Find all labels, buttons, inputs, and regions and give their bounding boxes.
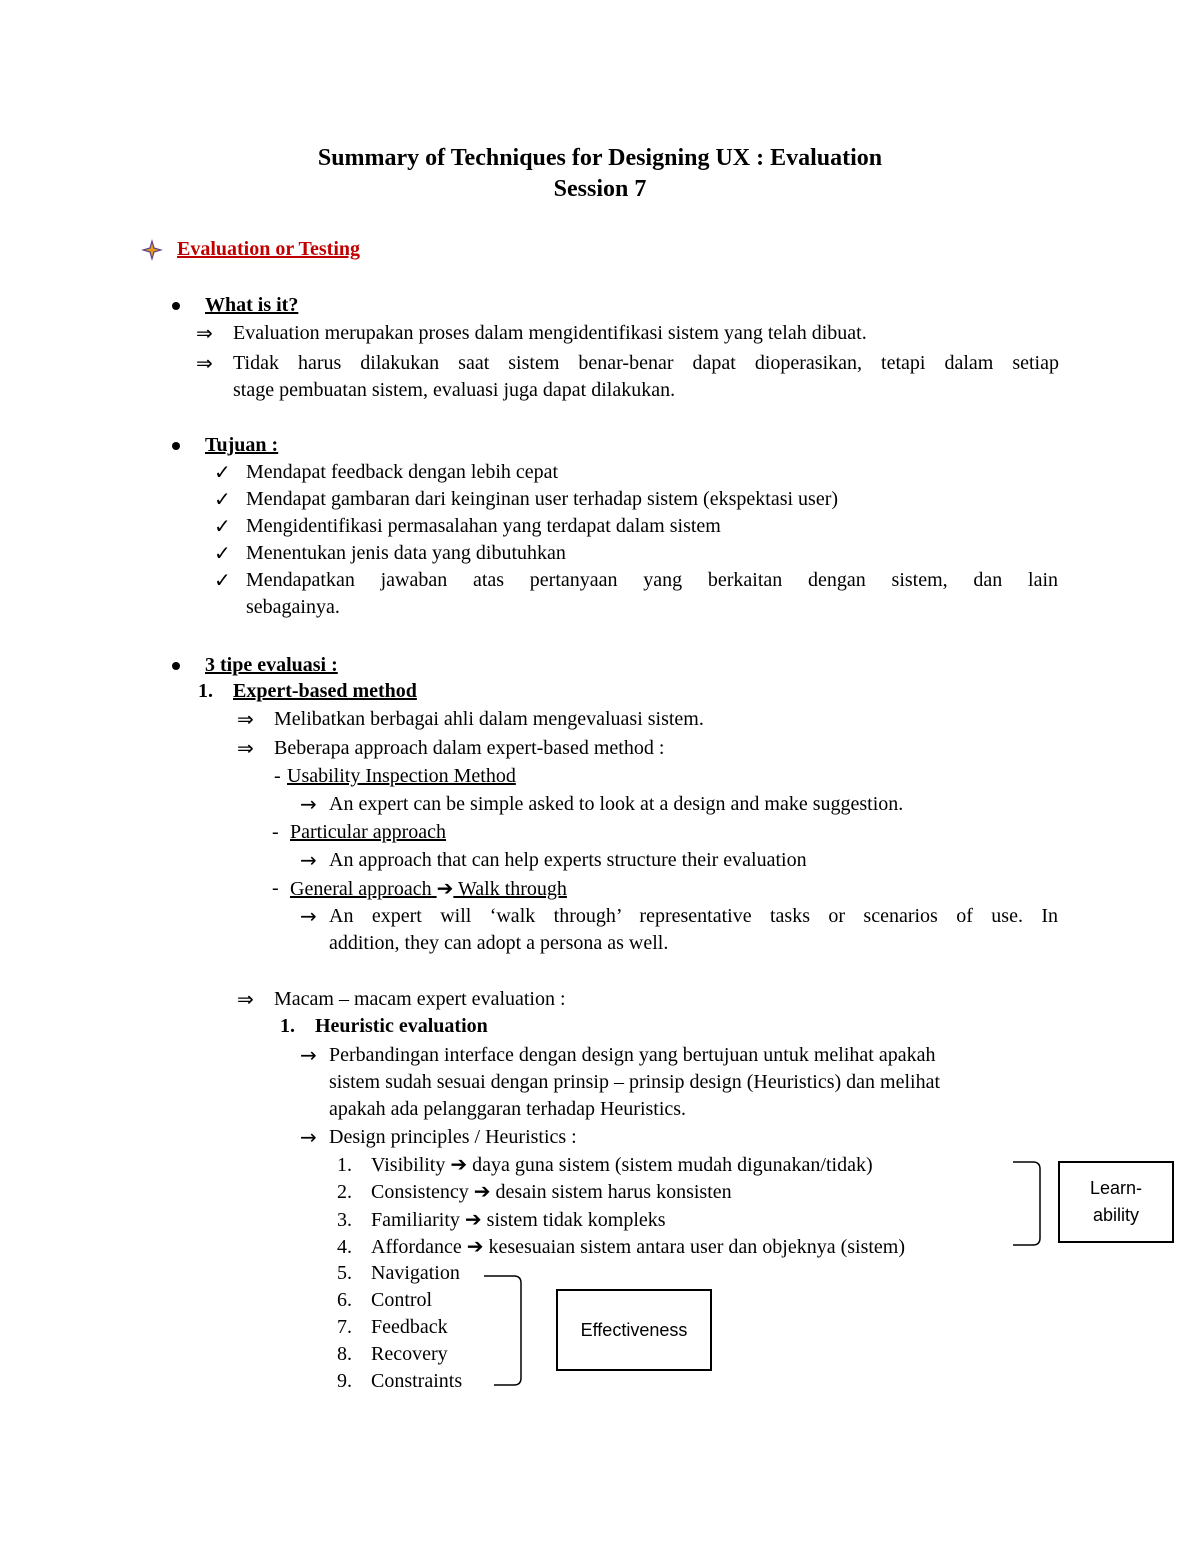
arrow-icon: →: [300, 904, 317, 928]
principle-item: 6. Control: [337, 1289, 433, 1311]
bold-arrow-icon: ➔: [436, 876, 454, 900]
bullet-dot: [172, 662, 180, 670]
expert-heading: Expert-based method: [233, 680, 417, 702]
particular-heading: Particular approach: [290, 821, 447, 843]
check-icon: ✓: [214, 568, 231, 592]
principles-heading: Design principles / Heuristics :: [329, 1126, 577, 1148]
particular-desc: An approach that can help experts structure their evaluation: [329, 849, 807, 871]
arrow-icon: →: [300, 1043, 317, 1067]
bullet-dot: [172, 442, 180, 450]
principle-item: 7. Feedback: [337, 1316, 448, 1338]
usability-desc: An expert can be simple asked to look at a design and make suggestion.: [329, 793, 904, 815]
check-icon: ✓: [214, 487, 231, 511]
effectiveness-box: Effectiveness: [556, 1289, 712, 1371]
bold-arrow-icon: ➔: [466, 1234, 484, 1258]
check-icon: ✓: [214, 541, 231, 565]
principle-item: 1. Visibility ➔ daya guna sistem (sistem mudah digunakan/tidak): [337, 1152, 873, 1176]
tujuan-item: Mendapat feedback dengan lebih cepat: [246, 461, 559, 483]
tujuan-item: Mendapat gambaran dari keinginan user terhadap sistem (ekspektasi user): [246, 488, 839, 510]
tujuan-item: Mendapatkan jawaban atas pertanyaan yang berkaitan dengan sistem, dan lain: [246, 569, 1058, 591]
macam-text: Macam – macam expert evaluation :: [274, 988, 566, 1010]
bold-arrow-icon: ➔: [464, 1207, 482, 1231]
tujuan-item: Menentukan jenis data yang dibutuhkan: [246, 542, 566, 564]
general-desc-a: An expert will ‘walk through’ representative tasks or scenarios of use. In: [329, 905, 1058, 927]
arrow-icon: →: [300, 848, 317, 872]
what-text-1: Evaluation merupakan proses dalam mengidentifikasi sistem yang telah dibuat.: [233, 322, 867, 344]
tujuan-item-cont: sebagainya.: [246, 596, 340, 618]
dash: -: [272, 821, 279, 843]
dash: -: [272, 877, 279, 899]
list-number: 1.: [280, 1015, 295, 1037]
document-title: Summary of Techniques for Designing UX : Evaluation: [317, 145, 883, 171]
document-subtitle: Session 7: [553, 176, 647, 202]
tujuan-heading: Tujuan :: [205, 434, 279, 456]
learnability-box: Learn- ability: [1058, 1161, 1174, 1243]
bold-arrow-icon: ➔: [450, 1152, 468, 1176]
expert-text-1: Melibatkan berbagai ahli dalam mengevaluasi sistem.: [274, 708, 704, 730]
arrow-icon: →: [300, 792, 317, 816]
principle-item: 2. Consistency ➔ desain sistem harus konsisten: [337, 1179, 732, 1203]
section-heading: Evaluation or Testing: [177, 238, 361, 260]
tipe-heading: 3 tipe evaluasi :: [205, 654, 338, 676]
general-desc-b: addition, they can adopt a persona as well.: [329, 932, 669, 954]
check-icon: ✓: [214, 460, 231, 484]
implies-arrow: ⇒: [237, 736, 254, 760]
principle-item: 5. Navigation: [337, 1262, 460, 1284]
what-text-2b: stage pembuatan sistem, evaluasi juga dapat dilakukan.: [233, 379, 676, 401]
principle-item: 3. Familiarity ➔ sistem tidak kompleks: [337, 1207, 666, 1231]
usability-heading: Usability Inspection Method: [287, 765, 516, 787]
bullet-dot: [172, 302, 180, 310]
tujuan-item: Mengidentifikasi permasalahan yang terdapat dalam sistem: [246, 515, 721, 537]
check-icon: ✓: [214, 514, 231, 538]
principle-item: 4. Affordance ➔ kesesuaian sistem antara user dan objeknya (sistem): [337, 1234, 906, 1258]
dash: -: [274, 765, 281, 787]
effectiveness-bracket: [484, 1276, 521, 1385]
what-heading: What is it?: [205, 294, 299, 316]
principle-item: 8. Recovery: [337, 1343, 448, 1365]
list-number: 1.: [198, 680, 213, 702]
bold-arrow-icon: ➔: [473, 1179, 491, 1203]
what-text-2a: Tidak harus dilakukan saat sistem benar-benar dapat dioperasikan, tetapi dalam setiap: [233, 352, 1059, 374]
heuristic-text-b: sistem sudah sesuai dengan prinsip – prinsip design (Heuristics) dan melihat: [329, 1071, 941, 1093]
implies-arrow: ⇒: [237, 707, 254, 731]
implies-arrow: ⇒: [196, 351, 213, 375]
general-heading: General approach ➔ Walk through: [290, 876, 567, 900]
arrow-icon: →: [300, 1125, 317, 1149]
heuristic-text-c: apakah ada pelanggaran terhadap Heuristics.: [329, 1098, 687, 1120]
heuristic-heading: Heuristic evaluation: [315, 1015, 488, 1037]
principle-item: 9. Constraints: [337, 1370, 463, 1392]
implies-arrow: ⇒: [237, 987, 254, 1011]
star-bullet-icon: [140, 238, 164, 262]
learnability-bracket: [1013, 1162, 1040, 1245]
expert-text-2: Beberapa approach dalam expert-based method :: [274, 737, 665, 759]
implies-arrow: ⇒: [196, 321, 213, 345]
heuristic-text-a: Perbandingan interface dengan design yang bertujuan untuk melihat apakah: [329, 1044, 936, 1066]
